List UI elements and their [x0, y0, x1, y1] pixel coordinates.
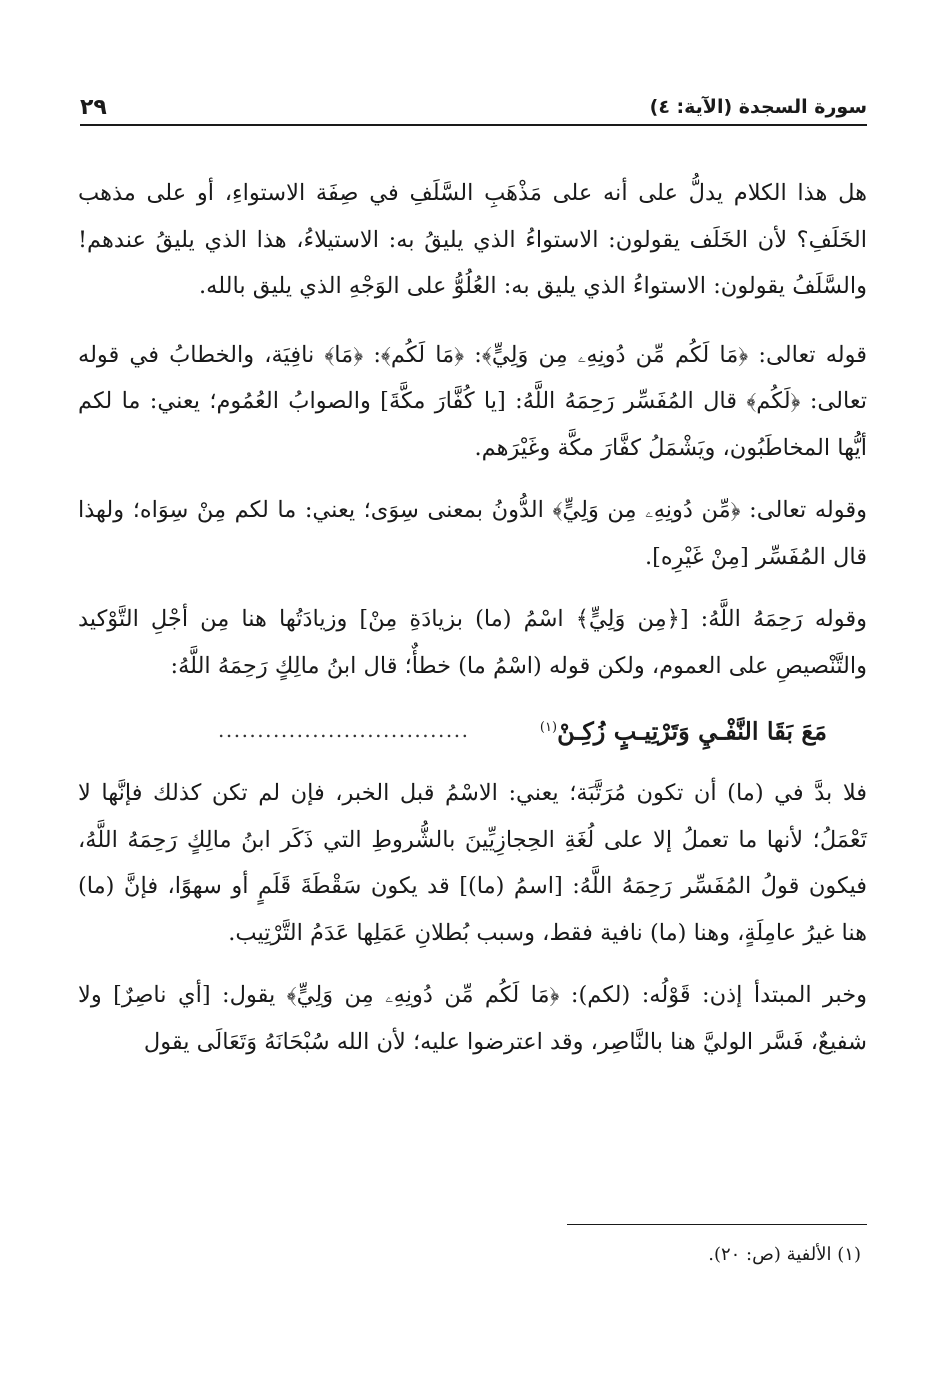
main-text: [78, 170, 867, 1081]
verse-dots: ................................: [218, 718, 470, 743]
page-number: ٢٩: [80, 95, 107, 120]
footnote-mark: (١): [539, 720, 558, 735]
verse-text: مَعَ بَقَا النَّفْـيِ وَتَرْتِيـبٍ زُكِـنْ: [557, 716, 827, 746]
footnote: (١) الألفية (ص: ٢٠).: [708, 1244, 861, 1265]
paragraph: قوله تعالى: ﴿مَا لَكُم مِّن دُونِهِۦ مِن وَلِيٍّ﴾: ﴿مَا لَكُم﴾: ﴿مَا﴾ نافِيَة، والخطابُ في قوله تعالى: ﴿لَكُم﴾ قال المُفَسِّر رَحِمَهُ اللَّهُ: [يا كُفَّارَ مكَّةَ] والصوابُ العُمُوم؛ يعني: ما لكم أيُّها المخاطَبُون، ويَشْمَلُ كفَّارَ مكَّة وغَيْرَهم.: [78, 341, 867, 461]
poetry-verse: [78, 705, 867, 756]
footnote-divider: [567, 1224, 867, 1225]
verse-line: [540, 705, 827, 756]
paragraph: فلا بدَّ في (ما) أن تكون مُرَتَّبَة؛ يعني: الاسْمُ قبل الخبر، فإن لم تكن كذلك فإنَّها لا تَعْمَلُ؛ لأنها ما تعملُ إلا على لُغَةِ الحِجازِيِّينَ بالشُّروطِ التي ذَكَر ابنُ مالِكٍ رَحِمَهُ اللَّهُ، فيكون قولُ المُفَسِّر رَحِمَهُ اللَّهُ: [اسمُ (ما)] قد يكون سَقْطَةَ قَلَمٍ أو سهوًا، فإنَّ (ما) هنا غيرُ عامِلَةٍ، وهنا (ما) نافية فقط، وسبب بُطلانِ عَمَلِها عَدَمُ التَّرْتِيب.: [78, 780, 867, 946]
paragraph: وقوله رَحِمَهُ اللَّهُ: [﴿مِن وَلِيٍّ﴾ اسْمُ (ما) بزيادَةِ مِنْ] وزيادَتُها هنا مِن أجْلِ التَّوْكيد والتَّنْصيصِ على العموم، ولكن قوله (اسْمُ ما) خطأٌ؛ قال ابنُ مالِكٍ رَحِمَهُ اللَّهُ:: [78, 606, 867, 679]
page-header: [80, 88, 867, 126]
paragraph: وقوله تعالى: ﴿مِّن دُونِهِۦ مِن وَلِيٍّ﴾ الدُّونُ بمعنى سِوَى؛ يعني: ما لكم مِنْ سِوَاه؛ ولهذا قال المُفَسِّر [مِنْ غَيْرِه].: [78, 497, 867, 570]
sura-title: سورة السجدة (الآية: ٤): [649, 96, 867, 118]
paragraph: هل هذا الكلام يدلُّ على أنه على مَذْهَبِ السَّلَفِ في صِفَة الاستواءِ، أو على مذهب الخَلَفِ؟ لأن الخَلَف يقولون: الاستواءُ الذي يليقُ به: الاستيلاءُ، هذا الذي يليقُ عندهم! والسَّلَفُ يقولون: الاستواءُ الذي يليق به: العُلُوُّ على الوَجْهِ الذي يليق بالله.: [78, 180, 867, 299]
paragraph: وخبر المبتدأ إذن: قَوْلُه: (لكم): ﴿مَا لَكُم مِّن دُونِهِۦ مِن وَلِيٍّ﴾ يقول: [أي ناصِرٌ] ولا شفيعٌ، فَسَّر الوليَّ هنا بالنَّاصِر، وقد اعترضوا عليه؛ لأن الله سُبْحَانَهُ وَتَعَالَى يقول: [78, 982, 867, 1055]
